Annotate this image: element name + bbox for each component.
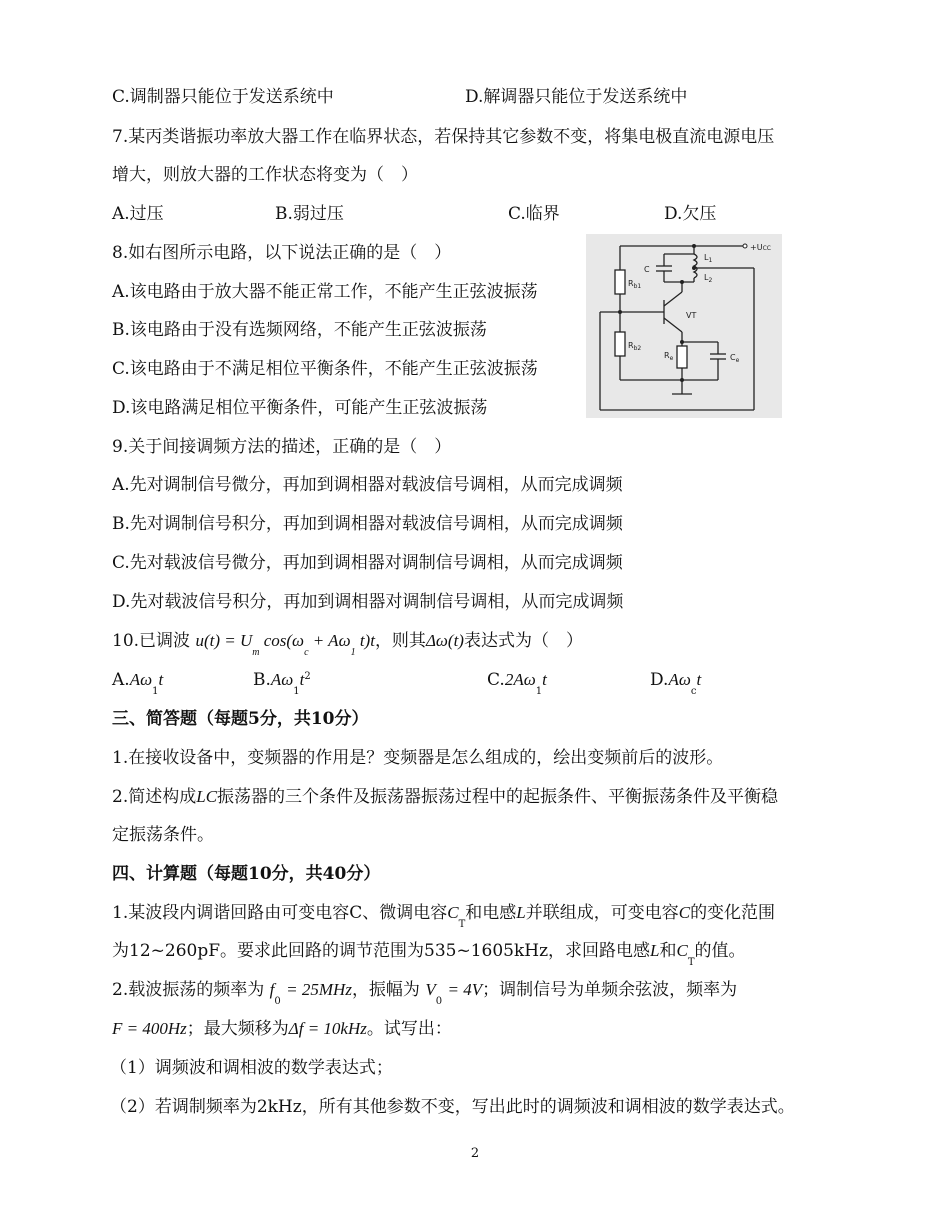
section3-q2-line1: 2.简述构成LC振荡器的三个条件及振荡器振荡过程中的起振条件、平衡振荡条件及平衡稳 xyxy=(112,787,779,807)
section3-q2-line2: 定振荡条件。 xyxy=(112,825,214,845)
q10-stem: 10.已调波 $u(t) = U_m$ $\cos(\omega_c + A\omega_1$ t)t，则其Δω(t)表达式为（ ） xyxy=(112,631,583,658)
label-rb2: $R_{b2}$ xyxy=(628,341,642,352)
q10-option-c: $C.2A\omega_1t$ xyxy=(487,670,547,697)
section3-title: 三、简答题（每题5分，共10分） xyxy=(112,709,369,729)
label-vcc: +UCC xyxy=(750,243,771,252)
circuit-background xyxy=(586,234,782,418)
q9-option-c: C.先对载波信号微分，再加到调相器对调制信号调相，从而完成调频 xyxy=(112,553,623,573)
q7-stem-line2: 增大，则放大器的工作状态将变为（ ） xyxy=(112,165,418,185)
section4-title: 四、计算题（每题10分，共40分） xyxy=(112,864,381,884)
section3-q1: 1.在接收设备中，变频器的作用是？变频器是怎么组成的，绘出变频前后的波形。 xyxy=(112,748,724,768)
label-vt: VT xyxy=(686,311,697,320)
page-number: 2 xyxy=(470,1146,480,1161)
q9-stem: 9.关于间接调频方法的描述，正确的是（ ） xyxy=(112,437,452,457)
q10-formula: $u(t) = U_m$ $\cos(\omega_c + A\omega_1$ t)t xyxy=(195,631,375,658)
section4-q2-line1: 2.载波振荡的频率为 $f_0 = 25MHz$，振幅为 $V_0 = 4V$；调制信号为单频余弦波，频率为 xyxy=(112,980,738,1007)
label-re: $R_e$ xyxy=(664,351,674,362)
q10-option-a: $A.A\omega_1t$ xyxy=(112,670,164,697)
q8-stem: 8.如右图所示电路，以下说法正确的是（ ） xyxy=(112,243,452,263)
section4-q1-line2: 为12~260pF。要求此回路的调节范围为535~1605kHz，求回路电感L和$C_T$的值。 xyxy=(112,941,746,968)
label-c: C xyxy=(644,265,650,274)
label-rb1: $R_{b1}$ xyxy=(628,279,642,290)
q7-option-a: A.过压 xyxy=(112,204,164,224)
q9-option-a: A.先对调制信号微分，再加到调相器对载波信号调相，从而完成调频 xyxy=(112,475,623,495)
q7-option-c: C.临界 xyxy=(508,204,560,224)
q7-option-d: D.欠压 xyxy=(664,204,717,224)
q7-stem-line1: 7.某丙类谐振功率放大器工作在临界状态，若保持其它参数不变，将集电极直流电源电压 xyxy=(112,127,775,147)
q10-prefix: 10.已调波 xyxy=(112,631,191,651)
oscillator-circuit-diagram xyxy=(586,234,782,418)
q8-option-c: C.该电路由于不满足相位平衡条件，不能产生正弦波振荡 xyxy=(112,359,538,379)
q10-option-b: $B.A\omega_1t^2$ xyxy=(253,670,311,697)
section4-q2-sub2: （2）若调制频率为2kHz，所有其他参数不变，写出此时的调频波和调相波的数学表达式。 xyxy=(110,1097,795,1117)
section4-q1-line1: 1.某波段内调谐回路由可变电容C、微调电容$C_T$和电感L并联组成，可变电容C的变化范围 xyxy=(112,903,776,930)
section4-q2-sub1: （1）调频波和调相波的数学表达式； xyxy=(110,1058,393,1078)
q10-delta-omega: Δω(t) xyxy=(425,631,464,650)
vcc-terminal xyxy=(743,244,747,248)
q7-option-b: B.弱过压 xyxy=(275,204,344,224)
q8-option-b: B.该电路由于没有选频网络，不能产生正弦波振荡 xyxy=(112,320,487,340)
q6-option-d: D.解调器只能位于发送系统中 xyxy=(465,87,688,107)
q6-option-c: C.调制器只能位于发送系统中 xyxy=(112,87,334,107)
q10-option-d: $D.A\omega_ct$ xyxy=(650,670,702,697)
q9-option-d: D.先对载波信号积分，再加到调相器对调制信号调相，从而完成调频 xyxy=(112,592,624,612)
q8-option-d: D.该电路满足相位平衡条件，可能产生正弦波振荡 xyxy=(112,398,488,418)
q9-option-b: B.先对调制信号积分，再加到调相器对载波信号调相，从而完成调频 xyxy=(112,514,623,534)
section4-q2-line2: F = 400Hz；最大频移为Δf = 10kHz。试写出： xyxy=(112,1019,452,1039)
label-l1: $L_1$ xyxy=(704,253,713,264)
label-l2: $L_2$ xyxy=(704,273,713,284)
q8-option-a: A.该电路由于放大器不能正常工作，不能产生正弦波振荡 xyxy=(112,282,538,302)
label-ce: $C_e$ xyxy=(730,353,740,364)
